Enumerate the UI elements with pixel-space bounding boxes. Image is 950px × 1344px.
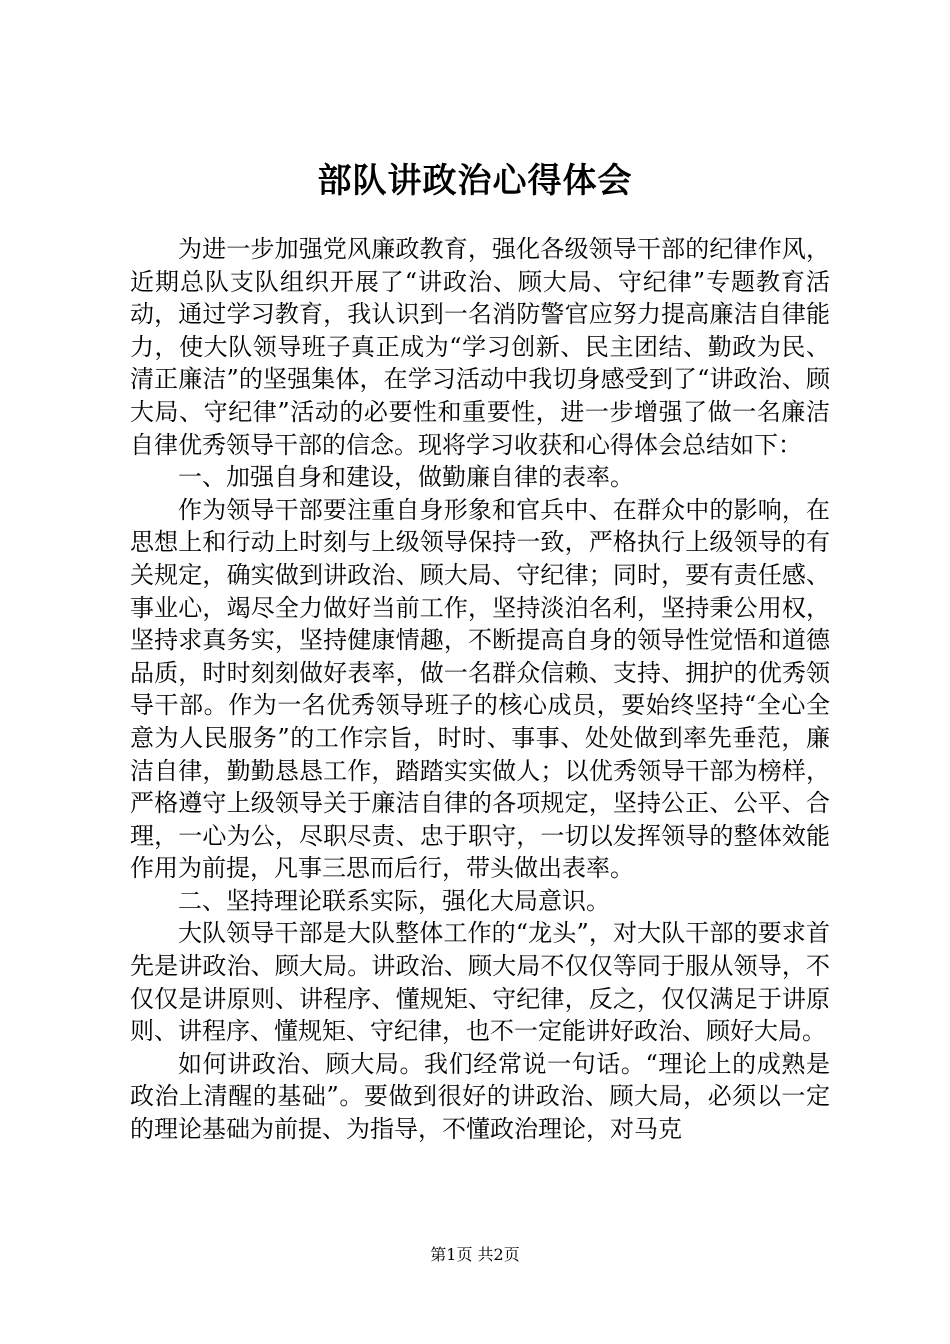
document-body: [130, 233, 830, 1146]
paragraph: 作为领导干部要注重自身形象和官兵中、在群众中的影响，在思想上和行动上时刻与上级领导保持一致，严格执行上级领导的有关规定，确实做到讲政治、顾大局、守纪律；同时，要有责任感、事业心，竭尽全力做好当前工作，坚持淡泊名利，坚持秉公用权，坚持求真务实，坚持健康情趣，不断提高自身的领导性觉悟和道德品质，时时刻刻做好表率，做一名群众信赖、支持、拥护的优秀领导干部。作为一名优秀领导班子的核心成员，要始终坚持“全心全意为人民服务”的工作宗旨，时时、事事、处处做到率先垂范，廉洁自律，勤勤恳恳工作，踏踏实实做人；以优秀领导干部为榜样，严格遵守上级领导关于廉洁自律的各项规定，坚持公正、公平、合理，一心为公，尽职尽责、忠于职守，一切以发挥领导的整体效能作用为前提，凡事三思而后行，带头做出表率。: [130, 495, 830, 883]
section-heading: 二、坚持理论联系实际，强化大局意识。: [178, 886, 610, 915]
paragraph: 大队领导干部是大队整体工作的“龙头”，对大队干部的要求首先是讲政治、顾大局。讲政治、顾大局不仅仅等同于服从领导，不仅仅是讲原则、讲程序、懂规矩、守纪律，反之，仅仅满足于讲原则、讲程序、懂规矩、守纪律，也不一定能讲好政治、顾好大局。: [130, 919, 830, 1046]
document-title: 部队讲政治心得体会: [317, 161, 633, 201]
page-footer: 第1页 共2页: [430, 1245, 520, 1264]
paragraph: 如何讲政治、顾大局。我们经常说一句话。“理论上的成熟是政治上清醒的基础”。要做到很好的讲政治、顾大局，必须以一定的理论基础为前提、为指导，不懂政治理论，对马克: [130, 1049, 830, 1144]
section-heading: 一、加强自身和建设，做勤廉自律的表率。: [178, 463, 634, 492]
paragraph: 为进一步加强党风廉政教育，强化各级领导干部的纪律作风，近期总队支队组织开展了“讲政治、顾大局、守纪律”专题教育活动，通过学习教育，我认识到一名消防警官应努力提高廉洁自律能力，使大队领导班子真正成为“学习创新、民主团结、勤政为民、清正廉洁”的坚强集体，在学习活动中我切身感受到了“讲政治、顾大局、守纪律”活动的必要性和重要性，进一步增强了做一名廉洁自律优秀领导干部的信念。现将学习收获和心得体会总结如下：: [130, 235, 830, 459]
